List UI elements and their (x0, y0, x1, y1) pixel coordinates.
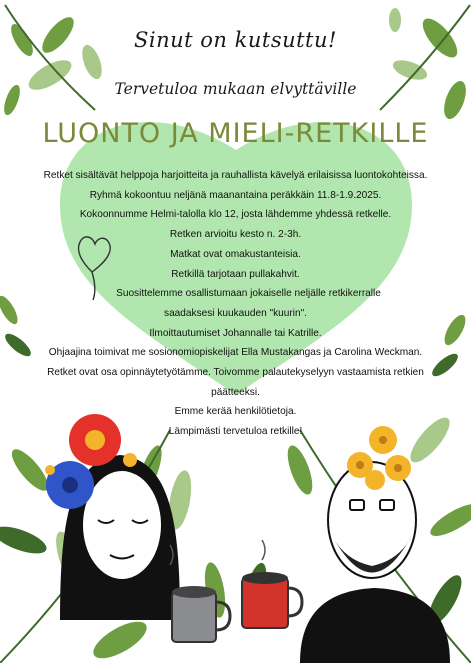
welcome-line: Tervetuloa mukaan elvyttäville (114, 80, 357, 98)
info-line: Emme kerää henkilötietoja. (174, 406, 297, 418)
info-line: Lämpimästi tervetuloa retkille! (168, 426, 303, 438)
info-text (0, 166, 471, 442)
info-line: Retken arvioitu kesto n. 2-3h. (169, 229, 302, 241)
info-line: päätteeksi. (211, 386, 260, 398)
info-line: Retkillä tarjotaan pullakahvit. (171, 268, 300, 280)
invitation-heading: Sinut on kutsuttu! (134, 28, 337, 52)
info-line: Retket sisältävät helppoja harjoitteita ja rauhallista kävelyä erilaisissa luontokohteissa. (43, 170, 428, 181)
leaf-icon (380, 5, 470, 122)
info-line: Ilmoittautumiset Johannalle tai Katrille. (149, 327, 322, 339)
leaf-icon (1, 5, 106, 117)
info-line: Suosittelemme osallistumaan jokaiselle neljälle retkikerralle (116, 288, 381, 300)
poster-title: LUONTO JA MIELI-RETKILLE (42, 118, 429, 149)
info-line: Retket ovat osa opinnäytetyötämme. Toivomme palautekyselyyn vastaamista retkien (47, 367, 424, 379)
bearded-man-illustration (300, 462, 450, 663)
info-line: saadaksesi kuukauden "kuurin". (164, 307, 307, 319)
info-line: Ryhmä kokoontuu neljänä maanantaina peräkkäin 11.8-1.9.2025. (89, 189, 382, 201)
coffee-mug-icon (242, 540, 302, 628)
info-line: Ohjaajina toimivat me sosionomiopiskelijat Ella Mustakangas ja Carolina Weckman. (48, 347, 423, 359)
info-line: Kokoonnumme Helmi-talolla klo 12, josta lähdemme yhdessä retkelle. (79, 209, 392, 221)
info-line: Matkat ovat omakustanteisia. (170, 248, 301, 260)
